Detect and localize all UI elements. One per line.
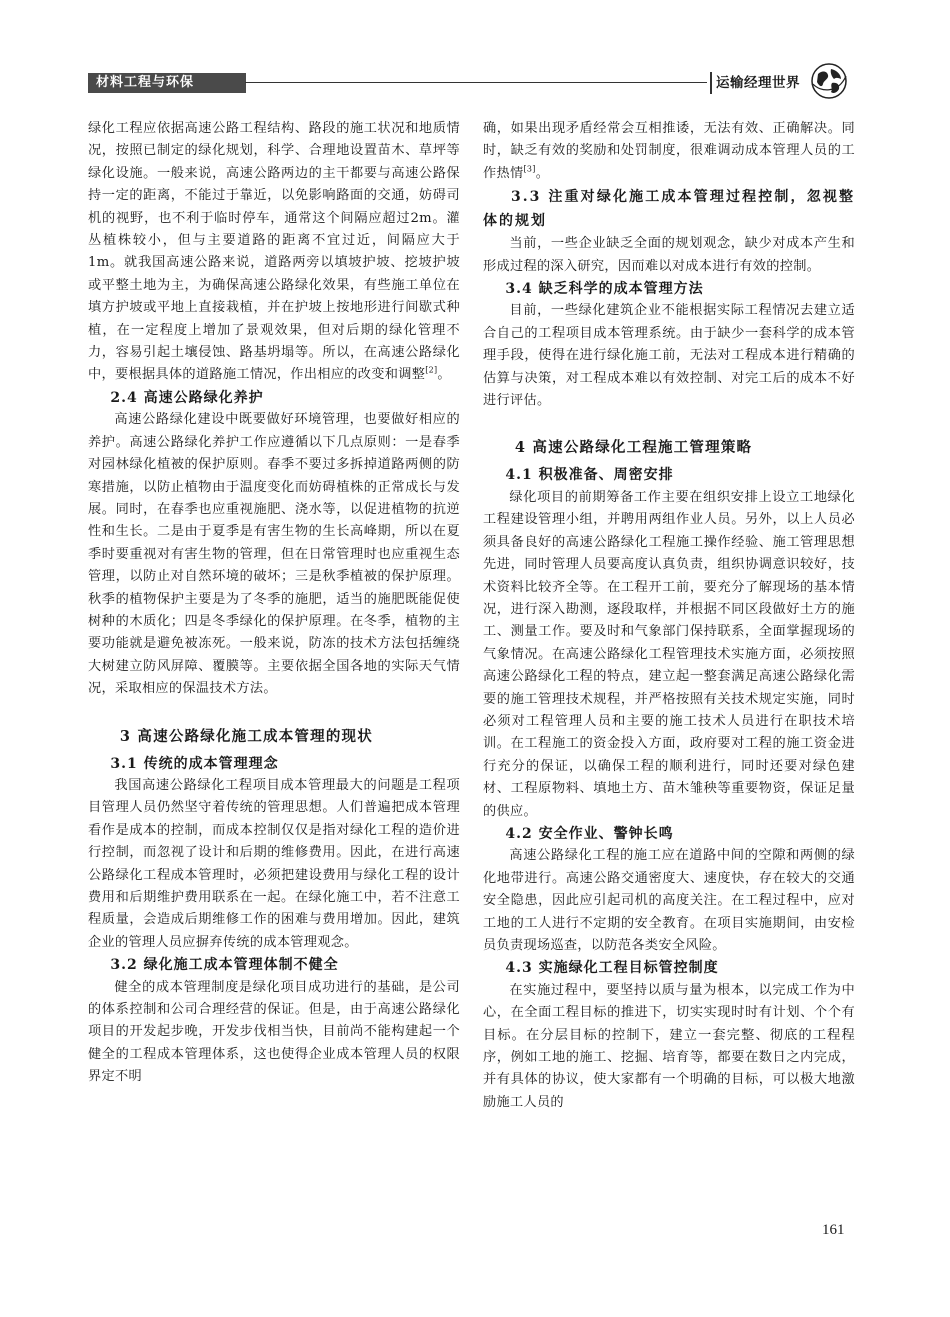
page-number: 161	[822, 1222, 845, 1238]
section-heading-3-2: 3.2 绿化施工成本管理体制不健全	[110, 957, 339, 974]
left-column	[88, 118, 460, 1089]
running-header	[0, 62, 950, 102]
paragraph: 绿化项目的前期筹备工作主要在组织安排上设立工地绿化工程建设管理小组，并聘用两组作业人员。另外，以上人员必须具备良好的高速公路绿化工程施工操作经验、施工管理思想先进，同时管理人员要高度认真负责，组织协调意识较好，技术资料比较齐全等。在工程开工前，要充分了解现场的基本情况，进行深入勘测，逐段取样，并根据不同区段做好土方的施工、测量工作。要及时和气象部门保持联系，全面掌握现场的气象情况。在高速公路绿化工程管理技术实施方面，必须按照高速公路绿化工程的特点，建立起一整套满足高速公路绿化需要的施工管理技术规程，并严格按照有关技术规定实施，同时必须对工程管理人员和主要的施工技术人员进行在职技术培训。在工程施工的资金投入方面，政府要对工程的施工资金进行充分的保证，以确保工程的顺利进行，同时还要对绿色建材、工程原物料、填地土方、苗木雏秧等重要物资，保证足量的供应。	[483, 489, 855, 819]
paragraph: 目前，一些绿化建筑企业不能根据实际工程情况去建立适合自己的工程项目成本管理系统。由于缺少一套科学的成本管理手段，使得在进行绿化施工前，无法对工程成本进行精确的估算与决策，对工程成本难以有效控制、对完工后的成本不好进行评估。	[483, 303, 855, 409]
header-separator	[710, 72, 712, 94]
paragraph: 健全的成本管理制度是绿化项目成功进行的基础，是公司的体系控制和公司合理经营的保证。但是，由于高速公路绿化项目的开发起步晚，开发步伐相当快，目前尚不能构建起一个健全的工程成本管理体系，这也使得企业成本管理人员的权限界定不明	[88, 979, 460, 1085]
paragraph: 确，如果出现矛盾经常会互相推诿，无法有效、正确解决。同时，缺乏有效的奖励和处罚制度，很难调动成本管理人员的工作热情[3]。	[483, 121, 855, 181]
section-label: 材料工程与环保	[88, 73, 246, 93]
paragraph: 我国高速公路绿化工程项目成本管理最大的问题是工程项目管理人员仍然坚守着传统的管理思想。人们普遍把成本管理看作是成本的控制，而成本控制仅仅是指对绿化工程的造价进行控制，而忽视了设计和后期的维修费用。因此，在进行高速公路绿化工程成本管理时，必须把建设费用与绿化工程的设计费用和后期维护费用联系在一起。在绿化施工中，若不注意工程质量，会造成后期维修工作的困难与费用增加。因此，建筑企业的管理人员应摒弃传统的成本管理观念。	[88, 777, 460, 950]
section-heading-4: 4 高速公路绿化工程施工管理策略	[514, 439, 753, 457]
section-heading-3-3: 3.3 注重对绿化施工成本管理过程控制，忽视整体的规划	[483, 189, 855, 230]
journal-name: 运输经理世界	[716, 75, 800, 91]
section-heading-3-1: 3.1 传统的成本管理理念	[110, 755, 279, 772]
section-heading-2-4: 2.4 高速公路绿化养护	[110, 389, 264, 406]
section-heading-3: 3 高速公路绿化施工成本管理的现状	[119, 727, 373, 745]
section-heading-4-1: 4.1 积极准备、周密安排	[505, 467, 674, 484]
paragraph: 当前，一些企业缺乏全面的规划观念，缺少对成本产生和形成过程的深入研究，因而难以对成本进行有效的控制。	[483, 236, 855, 274]
section-heading-3-4: 3.4 缺乏科学的成本管理方法	[505, 281, 704, 298]
section-heading-4-3: 4.3 实施绿化工程目标管控制度	[505, 960, 719, 977]
paragraph: 绿化工程应依据高速公路工程结构、路段的施工状况和地质情况，按照已制定的绿化规划，科学、合理地设置苗木、草坪等绿化设施。一般来说，高速公路两边的主干都要与高速公路保持一定的距离，不能过于靠近，以免影响路面的交通，妨碍司机的视野，也不利于临时停车，通常这个间隔应超过2m。灌丛植株较小，但与主要道路的距离不宜过近，间隔应大于1m。就我国高速公路来说，道路两旁以填坡护坡、挖坡护坡或平整土地为主，为确保高速公路绿化效果，有些施工单位在填方护坡或平地上直接栽植，并在护坡上按地形进行间歇式种植，在一定程度上增加了景观效果，但对后期的绿化管理不力，容易引起土壤侵蚀、路基坍塌等。所以，在高速公路绿化中，要根据具体的道路施工情况，作出相应的改变和调整[2]。	[88, 121, 460, 383]
right-column	[483, 118, 855, 1114]
paragraph: 高速公路绿化建设中既要做好环境管理，也要做好相应的养护。高速公路绿化养护工作应遵循以下几点原则：一是春季对园林绿化植被的保护原则。春季不要过多拆掉道路两侧的防寒措施，以防止植物由于温度变化而妨碍植株的正常成长与发展。同时，在春季也应重视施肥、浇水等，以促进植物的抗逆性和生长。二是由于夏季是有害生物的生长高峰期，所以在夏季时要重视对有害生物的管理，但在日常管理时也应重视生态管理，以防止对自然环境的破坏；三是秋季植被的保护原理。秋季的植物保护主要是为了冬季的施肥，适当的施肥既能促使树种的木质化；四是冬季绿化的保护原理。在冬季，植物的主要功能就是避免被冻死。一般来说，防冻的技术方法包括缠绕大树建立防风屏障、覆膜等。主要依据全国各地的实际天气情况，采取相应的保温技术方法。	[88, 412, 460, 697]
paragraph: 高速公路绿化工程的施工应在道路中间的空隙和两侧的绿化地带进行。高速公路交通密度大、速度快，存在较大的交通安全隐患，因此应引起司机的高度关注。在工程过程中，应对工地的工人进行不定期的安全教育。在项目实施期间，由安检员负责现场巡查，以防范各类安全风险。	[483, 848, 855, 953]
paragraph: 在实施过程中，要坚持以质与量为根本，以完成工作为中心，在全面工程目标的推进下，切实实现时时有计划、个个有目标。在分层目标的控制下，建立一套完整、彻底的工程程序，例如工地的施工、挖掘、培育等，都要在数日之内完成，并有具体的协议，使大家都有一个明确的目标，可以极大地激励施工人员的	[483, 982, 855, 1110]
globe-icon	[810, 62, 848, 100]
section-heading-4-2: 4.2 安全作业、警钟长鸣	[505, 825, 674, 842]
header-rule	[245, 82, 707, 83]
